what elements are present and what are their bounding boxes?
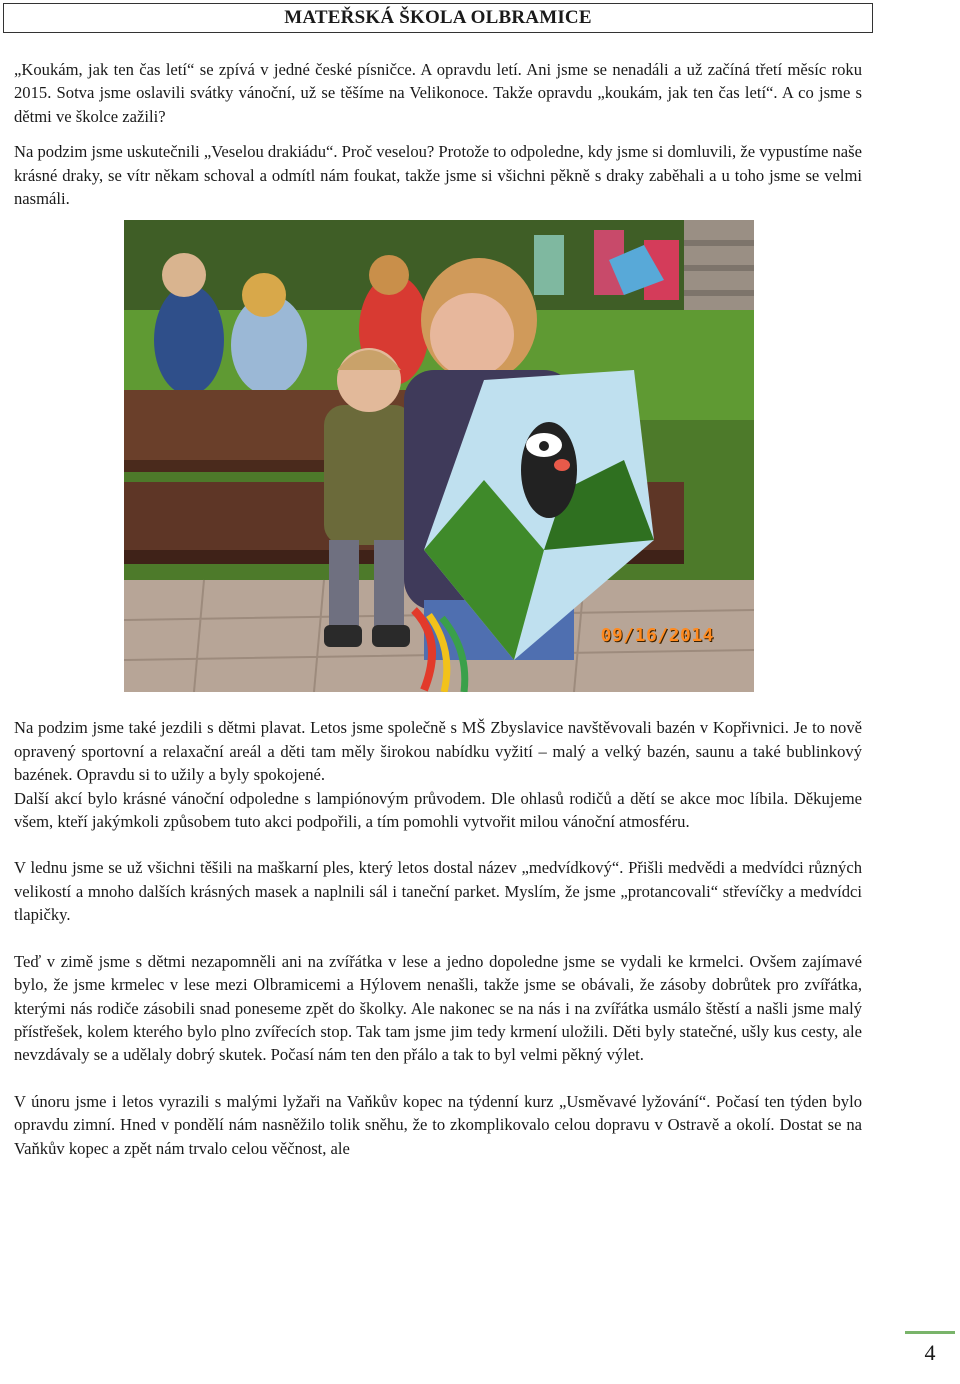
page-title: MATEŘSKÁ ŠKOLA OLBRAMICE bbox=[284, 7, 592, 28]
header-box bbox=[3, 3, 873, 33]
paragraph-christmas: Další akcí bylo krásné vánoční odpoledne s lampiónovým průvodem. Dle ohlasů rodičů a dětí se akce moc líbila. Děkujeme všem, kteří jakýmkoli způsobem tuto akci podpořili, a tím pomohli vytvořit milou vánoční atmosféru. bbox=[14, 788, 862, 832]
kite-photo bbox=[124, 220, 754, 692]
page-number: 4 bbox=[924, 1340, 936, 1365]
paragraph-kite-festival: Na podzim jsme uskutečnili „Veselou drakiádu“. Proč veselou? Protože to odpoledne, kdy jsme si domluvili, že vypustíme naše krásné draky, se vítr někam schoval a odmítl nám foukat, takže jsme si všichni pěkně s draky zaběhali a u toho jsme se velmi nasmáli. bbox=[14, 142, 862, 209]
page-number-box bbox=[905, 1331, 955, 1377]
kite-photo-image bbox=[124, 220, 754, 692]
article-body bbox=[14, 58, 862, 1160]
photo-date-stamp: 09/16/2014 bbox=[600, 625, 714, 647]
paragraph-carnival: V lednu jsme se už všichni těšili na maškarní ples, který letos dostal název „medvídkový“. Přišli medvědi a medvídci různých velikostí a mnoho dalších krásných masek a naplnili sál i taneční parket. Myslím, že jsme „protancovali“ střevíčky a medvídci tlapičky. bbox=[14, 858, 862, 925]
paragraph-ski-course: V únoru jsme i letos vyrazili s malými lyžaři na Vaňkův kopec na týdenní kurz „Usměvavé lyžování“. Počasí ten týden bylo opravdu zimní. Hned v pondělí nám nasněžilo tolik sněhu, že to zkomplikovalo celou dopravu v Ostravě a okolí. Dostat se na Vaňkův kopec a zpět nám trvalo celou věčnost, ale bbox=[14, 1091, 862, 1158]
paragraph-swimming: Na podzim jsme také jezdili s dětmi plavat. Letos jsme společně s MŠ Zbyslavice navštěvovali bazén v Kopřivnici. Je to nově opravený sportovní a relaxační areál a děti tam měly širokou nabídku vyžití – malý a velký bazén, saunu a také bublinkový bazének. Opravdu si to užily a byly spokojené. bbox=[14, 718, 862, 785]
paragraph-intro: „Koukám, jak ten čas letí“ se zpívá v jedné české písničce. A opravdu letí. Ani jsme se nenadáli a už začíná třetí měsíc roku 2015. Sotva jsme oslavili svátky vánoční, už se těšíme na Velikonoce. Takže opravdu „koukám, jak ten čas letí“. A co jsme s dětmi ve školce zažili? bbox=[14, 60, 862, 126]
paragraph-forest-trip: Teď v zimě jsme s dětmi nezapomněli ani na zvířátka v lese a jedno dopoledne jsme se vydali ke krmelci. Ovšem zajímavé bylo, že jsme krmelec v lese mezi Olbramicemi a Hýlovem nenašli, takže jsme se obávali, že zásoby dobrůtek pro zvířátka, kterými nás rodiče zásobili snad poneseme zpět do školky. Ale nakonec se na nás i na zvířátka usmálo štěstí a našli jsme malý přístřešek, kolem kterého bylo plno zvířecích stop. Tak tam jsme jim tedy krmení uložili. Děti byly statečné, ušly kus cesty, ale nevzdávaly se a udělaly dobrý skutek. Počasí nám ten den přálo a tak to byl velmi pěkný výlet. bbox=[14, 951, 862, 1065]
